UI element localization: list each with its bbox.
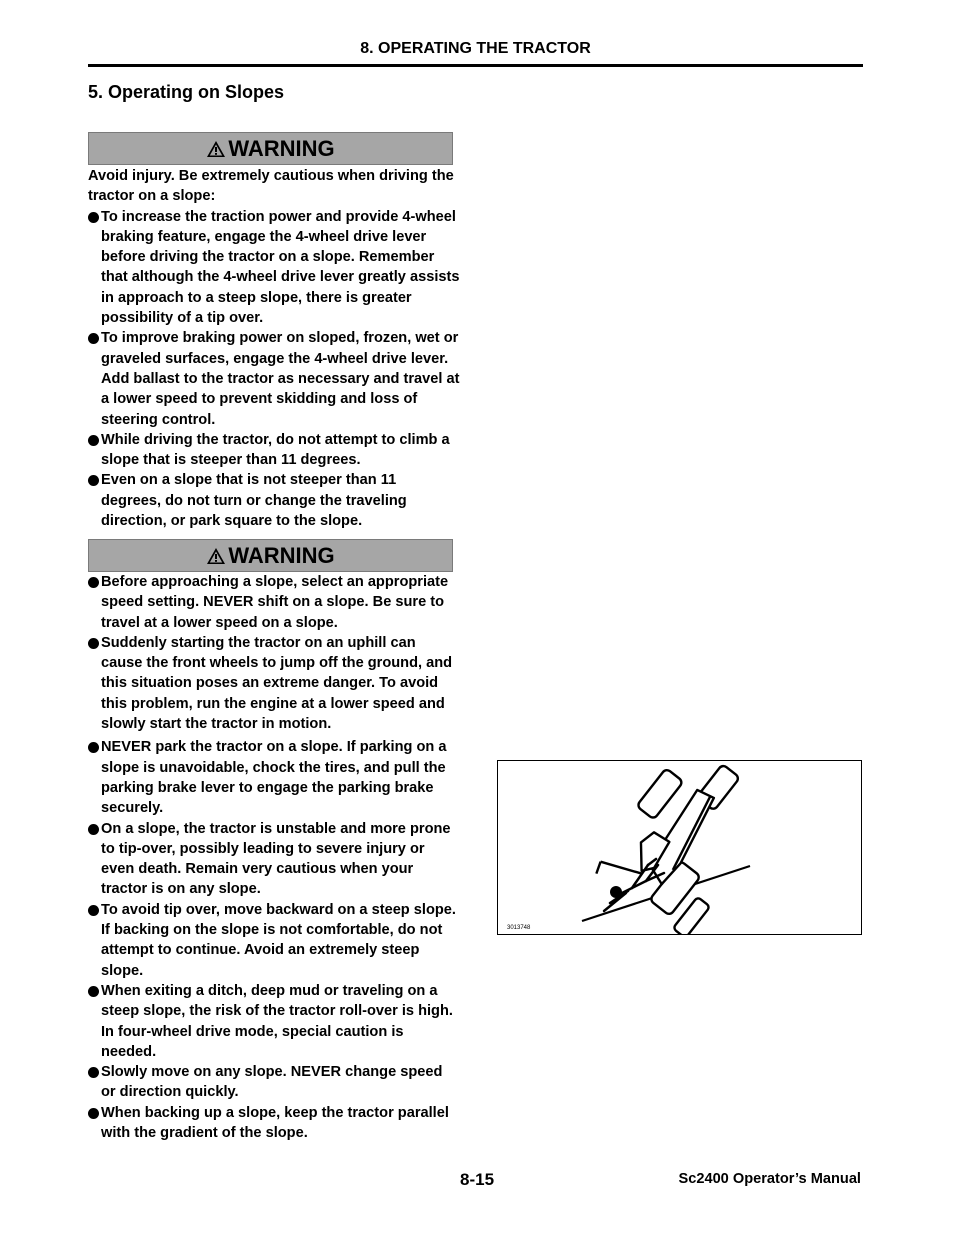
list-item: When backing up a slope, keep the tractor parallel with the gradient of the slope. bbox=[88, 1103, 460, 1144]
list-item: To avoid tip over, move backward on a steep slope. If backing on the slope is not comfortable, do not attempt to continue. Avoid an extremely steep slope. bbox=[88, 900, 460, 981]
figure-id: 3013748 bbox=[507, 925, 531, 931]
warning-label-2: WARNING bbox=[228, 542, 335, 568]
warning-label-1: WARNING bbox=[228, 135, 335, 161]
tractor-rollover-illustration bbox=[498, 761, 861, 934]
page-number: 8-15 bbox=[460, 1170, 495, 1189]
list-item: Even on a slope that is not steeper than 11 degrees, do not turn or change the traveling direction, or park square to the slope. bbox=[88, 470, 460, 531]
section-title: 5. Operating on Slopes bbox=[88, 82, 285, 102]
warning-banner-2 bbox=[88, 539, 453, 572]
warning-triangle-icon bbox=[206, 140, 226, 158]
list-item: NEVER park the tractor on a slope. If parking on a slope is unavoidable, chock the tires, and pull the parking brake lever to engage the parking brake securely. bbox=[88, 737, 460, 818]
list-item: To improve braking power on sloped, frozen, wet or graveled surfaces, engage the 4-wheel drive lever. Add ballast to the tractor as necessary and travel at a lower speed to prevent skidding and loss of steering control. bbox=[88, 328, 460, 429]
manual-name: Sc2400 Operator’s Manual bbox=[678, 1171, 861, 1187]
tractor-rollover-figure bbox=[497, 760, 862, 935]
warning-2-text bbox=[88, 572, 460, 1143]
list-item: Slowly move on any slope. NEVER change speed or direction quickly. bbox=[88, 1062, 460, 1103]
list-item: To increase the traction power and provide 4-wheel braking feature, engage the 4-wheel drive lever before driving the tractor on a slope. Remember that although the 4-wheel drive lever greatly assists in approach to a steep slope, there is greater possibility of a tip over. bbox=[88, 207, 460, 329]
list-item: Before approaching a slope, select an appropriate speed setting. NEVER shift on a slope. Be sure to travel at a lower speed on a slope. bbox=[88, 572, 460, 633]
running-header bbox=[88, 38, 863, 67]
list-item: On a slope, the tractor is unstable and more prone to tip-over, possibly leading to severe injury or even death. Remain very cautious when your tractor is on any slope. bbox=[88, 819, 460, 900]
header-title: 8. OPERATING THE TRACTOR bbox=[360, 40, 591, 57]
warning-1-intro: Avoid injury. Be extremely cautious when driving the tractor on a slope: bbox=[88, 168, 454, 205]
list-item: Suddenly starting the tractor on an uphill can cause the front wheels to jump off the ground, and this situation poses an extreme danger. To avoid this problem, run the engine at a lower speed and slowly start the tractor in motion. bbox=[88, 633, 460, 734]
list-item: While driving the tractor, do not attempt to climb a slope that is steeper than 11 degrees. bbox=[88, 430, 460, 471]
list-item: When exiting a ditch, deep mud or traveling on a steep slope, the risk of the tractor roll-over is high. In four-wheel drive mode, special caution is needed. bbox=[88, 981, 460, 1062]
warning-triangle-icon bbox=[206, 547, 226, 565]
warning-1-text bbox=[88, 166, 460, 531]
warning-banner-1 bbox=[88, 132, 453, 165]
